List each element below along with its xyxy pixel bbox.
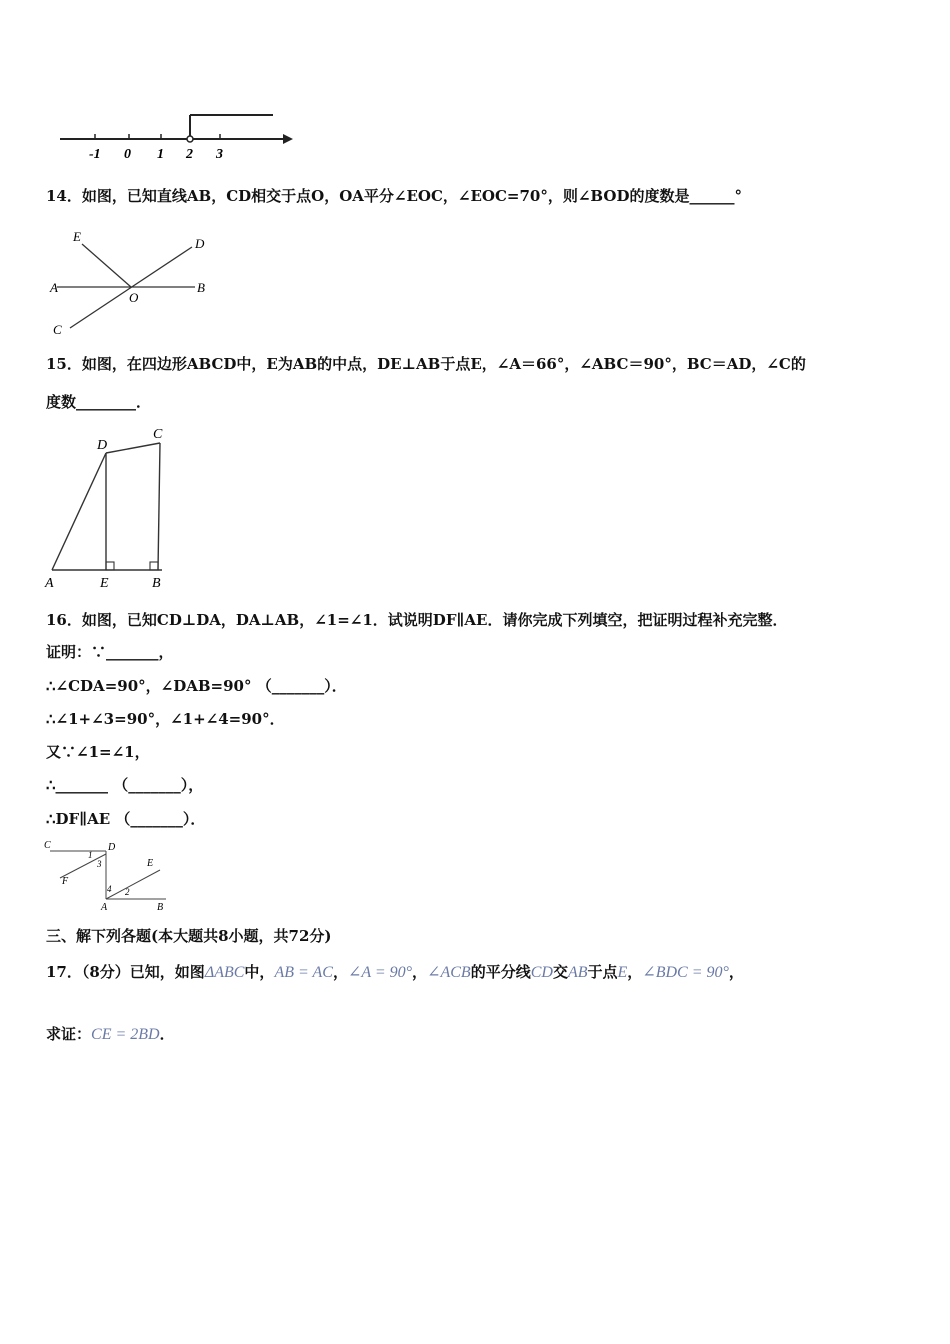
q16-proof-line: 证明：∵_______， (46, 643, 174, 661)
q14-text: 14．如图，已知直线AB，CD相交于点O，OA平分∠EOC，∠EOC=70°，则∠BOD的度数是______° (46, 187, 742, 205)
tick-label: 0 (124, 147, 131, 162)
section-title: 三、解下列各题(本大题共8小题，共72分) (46, 927, 332, 945)
q17-text: ， (332, 963, 348, 981)
point-label: C (44, 840, 51, 851)
angle-label: 3 (97, 859, 102, 869)
point-label: A (50, 280, 58, 295)
q17-text: ， (412, 963, 428, 981)
q16-proof-line: ∴∠1+∠3=90°，∠1+∠4=90°． (46, 710, 285, 728)
tick-label: 2 (186, 147, 193, 162)
q17-prefix: 17．（8分）已知，如图 (46, 963, 205, 981)
proof-end: ． (159, 1025, 175, 1043)
point-label: E (147, 858, 154, 869)
number-line-figure (55, 108, 305, 166)
point-label: O (129, 290, 139, 305)
q16-proof-line: ∴∠CDA=90°，∠DAB=90° （_______）． (46, 677, 347, 695)
q17-text: ， (728, 963, 744, 981)
q15-text-line1: 15．如图，在四边形ABCD中，E为AB的中点，DE⊥AB于点E，∠A＝66°，∠ABC＝90°，BC＝AD，∠C的 (46, 355, 806, 373)
point-label: A (45, 576, 54, 591)
point-label: B (197, 280, 205, 295)
math-triangle: ΔABC (204, 964, 245, 981)
angle-label: 4 (107, 884, 112, 894)
q16-proof-line: ∴_______ （_______）， (46, 776, 204, 794)
point-label: C (153, 427, 163, 442)
q17-text: 中， (244, 963, 275, 981)
q16-proof-line: 又∵∠1=∠1， (46, 743, 150, 761)
point-label: B (152, 576, 161, 591)
q17-text: 于点 (587, 963, 618, 981)
angle-label: 1 (88, 850, 93, 860)
math-proof: CE = 2BD (91, 1026, 160, 1043)
q16-title: 16．如图，已知CD⊥DA，DA⊥AB，∠1=∠1．试说明DF∥AE．请你完成下列填空，把证明过程补充完整． (46, 611, 788, 629)
point-label: F (62, 876, 69, 887)
math-e: E (617, 964, 628, 981)
angle-label: 2 (125, 887, 130, 897)
point-label: E (100, 576, 109, 591)
point-label: E (73, 229, 81, 244)
q17-text: 的平分线 (470, 963, 531, 981)
tick-label: 1 (157, 147, 164, 162)
q15-figure (40, 423, 180, 593)
math-eq1: AB = AC (274, 964, 333, 981)
q17-text: 交 (552, 963, 568, 981)
q17-text: ， (627, 963, 643, 981)
point-label: D (108, 842, 116, 853)
point-label: D (97, 438, 108, 453)
tick-label: -1 (89, 147, 101, 162)
q14-figure (45, 228, 220, 340)
q15-text-line2: 度数________． (46, 393, 152, 411)
proof-label: 求证： (46, 1025, 92, 1043)
math-eq4: ∠BDC = 90° (642, 964, 729, 981)
point-label: B (157, 902, 164, 913)
math-eq2: ∠A = 90° (347, 964, 413, 981)
math-eq3: ∠ACB (427, 964, 471, 981)
math-cd: CD (530, 964, 553, 981)
q16-proof-line: ∴DF∥AE （_______）． (46, 810, 206, 828)
point-label: C (53, 322, 62, 337)
q16-figure (42, 838, 170, 914)
tick-label: 3 (216, 147, 223, 162)
point-label: A (101, 902, 108, 913)
q17-statement (46, 962, 744, 983)
point-label: D (195, 236, 205, 251)
q17-proof (46, 1024, 175, 1045)
math-ab: AB (567, 964, 588, 981)
